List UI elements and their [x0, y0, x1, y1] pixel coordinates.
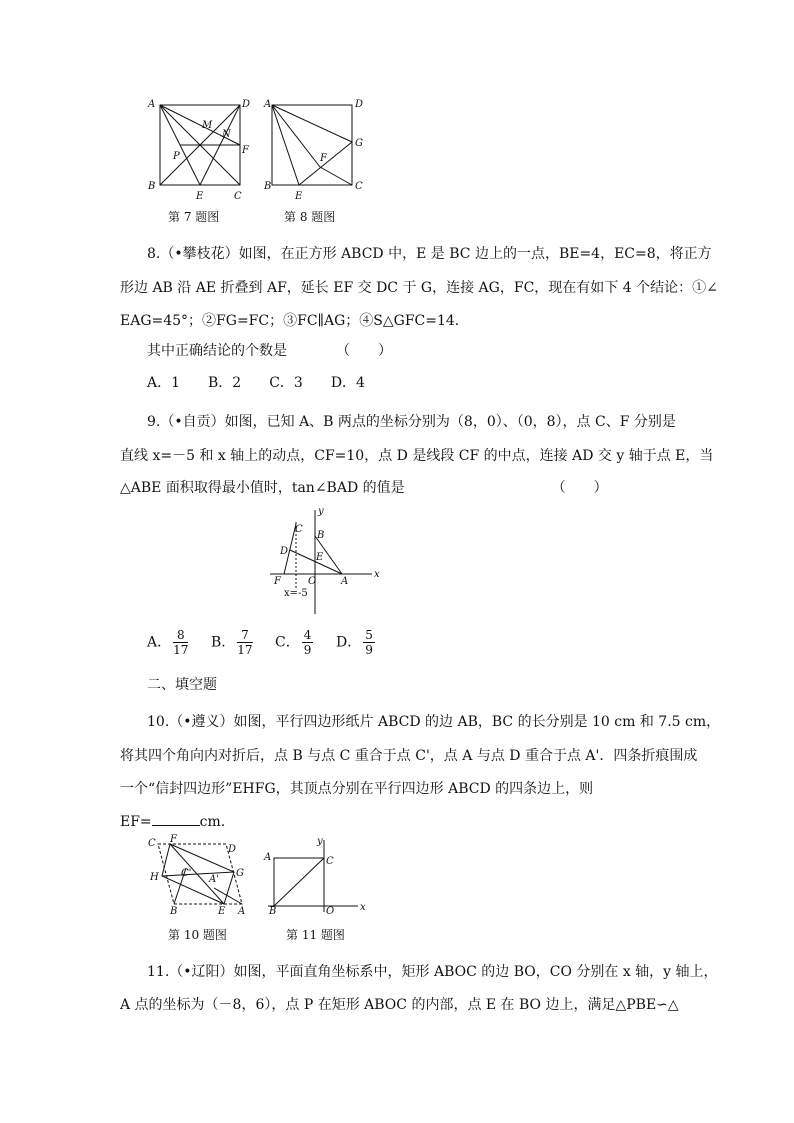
fig7-label-e: E: [196, 191, 204, 202]
fig8-label-d: D: [355, 99, 364, 110]
q8-line-2: 形边 AB 沿 AE 折叠到 AF，延长 EF 交 DC 于 G，连接 AG，FC，现在有如下 4 个结论：①∠: [120, 280, 718, 296]
q10-line-2: 将其四个角向内对折后，点 B 与点 C 重合于点 C'，点 A 与点 D 重合于点 A'．四条折痕围成: [120, 748, 698, 764]
fig10-label-c: C: [148, 838, 156, 849]
answer-blank: [152, 811, 200, 826]
fig8-label-c: C: [355, 181, 363, 192]
figure-9: [262, 506, 382, 618]
q9-option-a: A． $\frac{8}{17}$: [147, 628, 189, 657]
fig7-label-m: M: [202, 120, 213, 131]
q9-line-1: 9.（•自贡）如图，已知 A、B 两点的坐标分别为（8，0）、（0，8），点 C、F 分别是: [147, 414, 676, 430]
fig8-label-g: G: [355, 138, 363, 149]
fig9-label-b: B: [317, 530, 325, 541]
fig7-label-a: A: [148, 99, 156, 110]
fig10-label-ap: A': [209, 874, 219, 885]
fig7-label-f: F: [242, 145, 249, 156]
fig10-label-e: E: [218, 906, 226, 917]
fig11-label-a: A: [264, 852, 272, 863]
fig7-label-b: B: [148, 181, 156, 192]
figure-8: [262, 95, 382, 205]
fig9-label-y: y: [318, 506, 324, 517]
fig11-label-o: O: [326, 906, 335, 917]
fig10-label-cp: C': [181, 868, 192, 879]
figure-10: [144, 836, 256, 916]
fig9-label-a: A: [341, 576, 349, 587]
fig7-label-n: N: [222, 129, 231, 140]
fig10-label-h: H: [150, 872, 159, 883]
fig8-label-b: B: [264, 181, 272, 192]
fig10-label-g: G: [236, 868, 244, 879]
fig7-label-d: D: [242, 99, 251, 110]
fig11-label-y: y: [317, 836, 323, 847]
fig10-label-a: A: [238, 906, 246, 917]
q10-line-3: 一个“信封四边形”EHFG，其顶点分别在平行四边形 ABCD 的四条边上，则: [120, 781, 594, 797]
q9-option-c: C． $\frac{4}{9}$: [275, 628, 312, 657]
fig9-label-f: F: [274, 576, 281, 587]
figure-7: [140, 95, 260, 205]
q8-line-3: EAG=45°；②FG=FC；③FC∥AG；④S△GFC=14．: [120, 313, 469, 329]
q9-line-2: 直线 x=－5 和 x 轴上的动点，CF=10，点 D 是线段 CF 的中点，连接 AD 交 y 轴于点 E，当: [120, 448, 714, 464]
fig7-label-p: P: [173, 151, 180, 162]
fig9-label-line: x=-5: [284, 588, 308, 599]
q9-line-3: △ABE 面积取得最小值时，tan∠BAD 的值是 （ ）: [120, 480, 608, 496]
fig11-label-c: C: [326, 856, 334, 867]
figure-11: [262, 836, 374, 916]
fig10-caption: 第 10 题图: [168, 928, 227, 942]
fig10-label-b: B: [170, 906, 178, 917]
fig10-label-d: D: [228, 844, 237, 855]
fig8-label-a: A: [264, 99, 272, 110]
fig8-label-f: F: [320, 153, 327, 164]
fig7-caption: 第 7 题图: [168, 210, 220, 224]
fig8-caption: 第 8 题图: [284, 210, 336, 224]
fig11-caption: 第 11 题图: [286, 928, 345, 942]
q10-line-4: EF= cm.: [120, 811, 225, 832]
q10-line-1: 10.（•遵义）如图，平行四边形纸片 ABCD 的边 AB，BC 的长分别是 10 cm 和 7.5 cm，: [147, 714, 721, 730]
fig8-label-e: E: [295, 191, 303, 202]
q11-line-2: A 点的坐标为（－8，6），点 P 在矩形 ABOC 的内部，点 E 在 BO 边上，满足△PBE∽△: [120, 997, 679, 1013]
fig11-label-b: B: [269, 906, 277, 917]
fig7-label-c: C: [234, 191, 242, 202]
section-heading: 二、填空题: [147, 677, 217, 693]
q8-options: A．1 B．2 C．3 D．4: [147, 375, 365, 391]
fig9-label-o: O: [308, 576, 317, 587]
fig11-label-x: x: [360, 902, 366, 913]
q8-line-1: 8.（•攀枝花）如图，在正方形 ABCD 中，E 是 BC 边上的一点，BE=4，EC=8，将正方: [147, 246, 712, 262]
fig9-label-c: C: [295, 524, 303, 535]
q8-line-4: 其中正确结论的个数是 （ ）: [147, 343, 392, 359]
fig9-label-x: x: [374, 569, 380, 580]
q9-option-d: D． $\frac{5}{9}$: [336, 628, 373, 657]
fig10-label-f: F: [170, 834, 177, 845]
q9-option-b: B． $\frac{7}{17}$: [211, 628, 253, 657]
fig9-label-d: D: [280, 546, 289, 557]
q11-line-1: 11.（•辽阳）如图，平面直角坐标系中，矩形 ABOC 的边 BO，CO 分别在 x 轴，y 轴上，: [147, 964, 718, 980]
fig9-label-e: E: [316, 552, 324, 563]
